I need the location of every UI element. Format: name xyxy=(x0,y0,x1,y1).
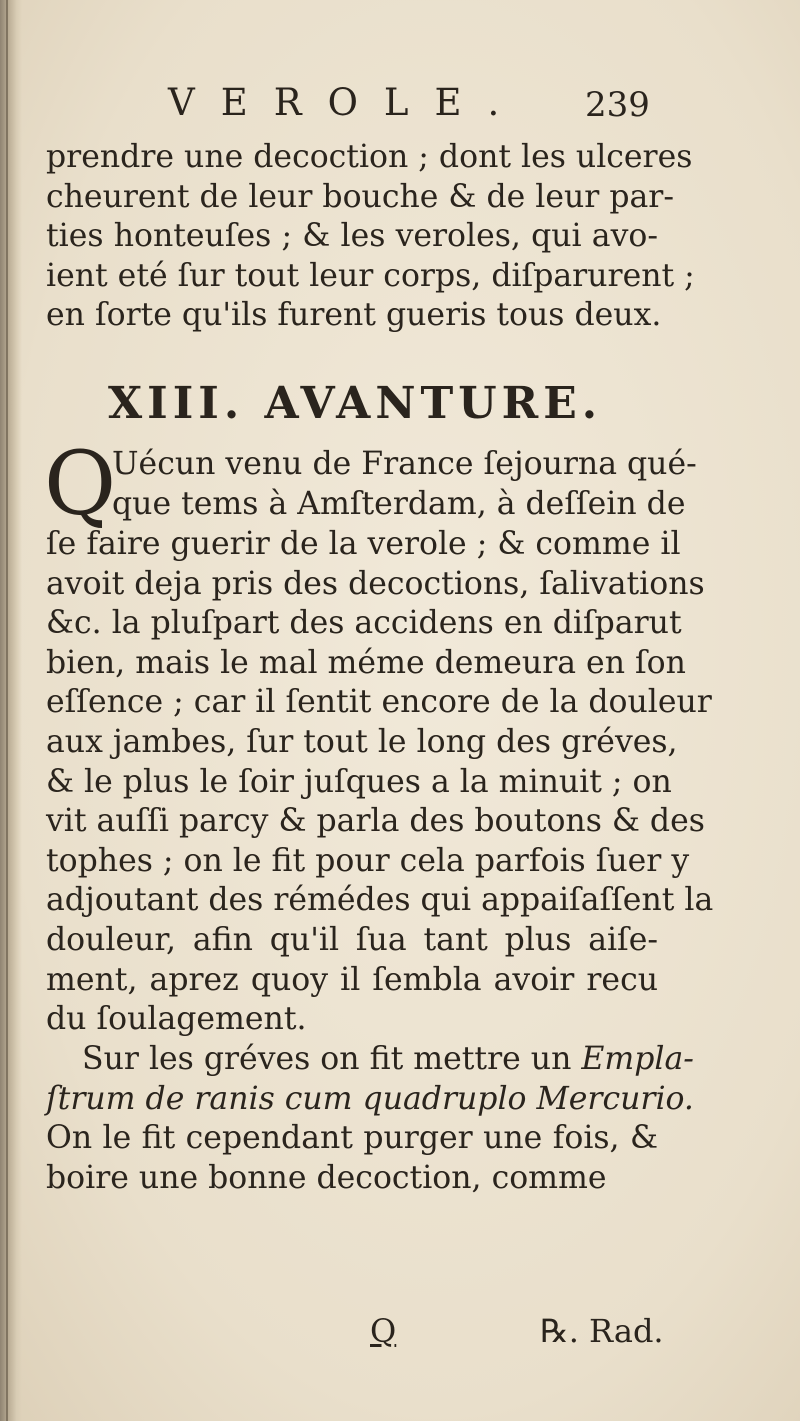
text-line: en ſorte qu'ils furent gueris tous deux. xyxy=(46,297,662,334)
text-line: vit auſſi parcy & parla des boutons & des xyxy=(46,803,705,840)
text-line: prendre une decoction ; dont les ulceres xyxy=(46,139,693,175)
text-line: ſe faire guerir de la verole ; & comme il xyxy=(46,526,681,562)
text-line: que tems à Amſterdam, à deſſein de xyxy=(112,485,686,522)
text-line: Uécun venu de France ſejourna qué- xyxy=(112,446,697,482)
section-heading: XIII. AVANTURE. xyxy=(108,378,603,429)
text-line: &c. la pluſpart des accidens en diſparut xyxy=(46,605,682,642)
latin-text: Empla- xyxy=(581,1041,694,1077)
catchword: ℞. Rad. xyxy=(540,1312,664,1350)
text-line: ient eté ſur tout leur corps, diſparurent ; xyxy=(46,257,695,294)
text-line: eſſence ; car il ſentit encore de la douleur xyxy=(46,684,712,721)
text-roman: Sur les gréves on fit mettre un xyxy=(82,1041,582,1077)
main-paragraph xyxy=(46,525,714,1040)
continued-paragraph xyxy=(46,138,695,336)
text-line: du ſoulagement. xyxy=(46,1001,307,1038)
text-line: tophes ; on le fit pour cela parfois ſuer y xyxy=(46,842,690,879)
catchwords xyxy=(0,1312,800,1362)
text-line: avoit deja pris des decoctions, ſalivations xyxy=(46,565,705,602)
text-line xyxy=(46,1040,694,1080)
page-header xyxy=(0,78,800,128)
text-line: ties honteuſes ; & les veroles, qui avo- xyxy=(46,218,658,255)
text-line: cheurent de leur bouche & de leur par- xyxy=(46,178,675,215)
latin-text-line: ſtrum de ranis cum quadruplo Mercurio. xyxy=(46,1080,694,1117)
signature-mark: Q xyxy=(370,1312,397,1350)
text-line: On le fit cependant purger une fois, & xyxy=(46,1120,658,1157)
binding-edge xyxy=(6,0,8,1421)
text-line: douleur, afin qu'il ſua tant plus aiſe- xyxy=(46,921,658,958)
running-title: VEROLE. xyxy=(168,81,526,124)
text-line: boire une bonne decoction, comme xyxy=(46,1159,607,1196)
page-number: 239 xyxy=(585,85,650,125)
second-paragraph xyxy=(46,1040,694,1198)
drop-cap: Q xyxy=(44,432,117,535)
text-line: & le plus le ſoir juſques a la minuit ; on xyxy=(46,763,672,800)
paragraph-opening xyxy=(112,445,697,524)
text-line: ment, aprez quoy il ſembla avoir recu xyxy=(46,961,658,998)
text-line: adjoutant des rémédes qui appaiſaſſent la xyxy=(46,882,714,919)
page-gutter-shadow xyxy=(0,0,22,1421)
text-line: bien, mais le mal méme demeura en ſon xyxy=(46,644,686,681)
text-line: aux jambes, ſur tout le long des gréves, xyxy=(46,723,678,760)
